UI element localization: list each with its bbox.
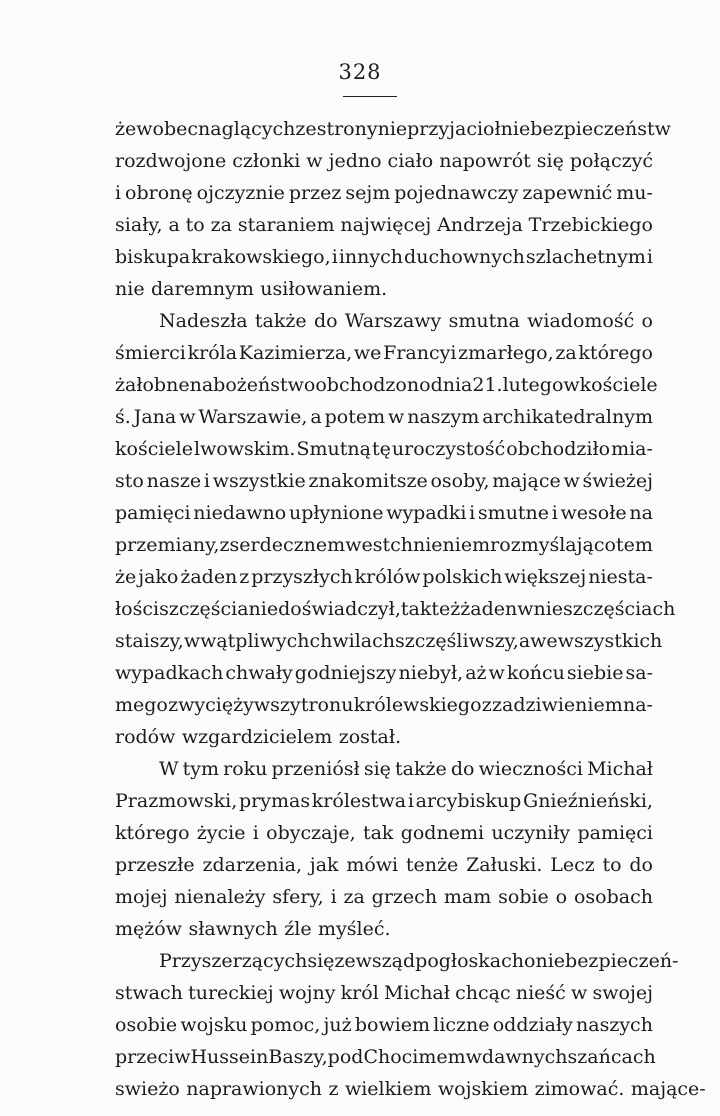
- text-line: wypadkach chwały godniejszy niebył, aż w końcu siebie sa-: [115, 662, 653, 684]
- text-line: mężów sławnych źle myśleć.: [115, 918, 391, 940]
- text-line: i obronę ojczyznie przez sejm pojednawczy zapewnić mu-: [115, 182, 653, 204]
- text-line: ś. Jana w Warszawie, a potem w naszym archikatedralnym: [115, 406, 653, 428]
- text-line: siały, a to za staraniem najwięcej Andrzeja Trzebickiego: [115, 214, 653, 236]
- text-line: śmierci króla Kazimierza, we Francyi zmarłego, za którego: [115, 342, 653, 364]
- text-line: swieżo naprawionych z wielkiem wojskiem zimować. mające-: [115, 1078, 706, 1100]
- text-line: staiszy, w wątpliwych chwilach szczęśliwszy, a we wszystkich: [115, 630, 663, 652]
- text-line: kościele lwowskim. Smutną tę uroczystość obchodziło mia-: [115, 438, 653, 460]
- text-line: którego życie i obyczaje, tak godnemi uczyniły pamięci: [115, 822, 653, 844]
- text-line: sto nasze i wszystkie znakomitsze osoby, mające w świeżej: [115, 470, 653, 492]
- paragraph: [115, 945, 706, 1105]
- text-line: przemiany, z serdecznem westchnieniem rozmyślając o tem: [115, 534, 653, 556]
- text-line: przeciw Hussein Baszy, pod Chocimem w dawnych szańcach: [115, 1046, 656, 1068]
- text-line: żałobne nabożeństwo obchodzono dnia 21. lutego w kościele: [115, 374, 658, 396]
- text-line: łości szczęścia niedoświadczył, tak też żaden w nieszczęściach: [115, 598, 676, 620]
- text-line: przeszłe zdarzenia, jak mówi tenże Załuski. Lecz to do: [115, 854, 653, 876]
- text-line: pamięci niedawno upłynione wypadki i smutne i wesołe na: [115, 502, 653, 524]
- paragraph: [115, 305, 676, 753]
- text-line: biskupa krakowskiego, i innych duchownych szlachetnym i: [115, 246, 653, 268]
- text-line: mojej nienależy sfery, i za grzech mam sobie o osobach: [115, 886, 653, 908]
- text-line: mego zwyciężywszy tronu królewskiego z zadziwieniem na-: [115, 694, 653, 716]
- text-line: rodów wzgardzicielem został.: [115, 726, 402, 748]
- text-line: rozdwojone członki w jedno ciało napowrót się połączyć: [115, 150, 653, 172]
- text-line: osobie wojsku pomoc, już bowiem liczne oddziały naszych: [115, 1014, 653, 1036]
- text-line: Prazmowski, prymas królestwa i arcybiskup Gnieźnieński,: [115, 790, 653, 812]
- text-line: Przy szerzących się zewsząd pogłoskach o niebezpieczeń-: [159, 950, 679, 972]
- text-line: że w obec naglących ze strony nieprzyjacioł niebezpieczeństw: [115, 118, 671, 140]
- page-number-rule: [343, 96, 397, 97]
- text-line: W tym roku przeniósł się także do wieczności Michał: [159, 758, 653, 780]
- paragraph: [115, 113, 671, 305]
- text-line: Nadeszła także do Warszawy smutna wiadomość o: [159, 310, 653, 332]
- text-line: że jako żaden z przyszłych królów polskich większej niesta-: [115, 566, 653, 588]
- text-line: stwach tureckiej wojny król Michał chcąc nieść w swojej: [115, 982, 653, 1004]
- page-number: 328: [338, 60, 382, 84]
- paragraph: [115, 753, 653, 945]
- text-line: nie daremnym usiłowaniem.: [115, 278, 388, 300]
- body-text: [115, 113, 706, 1105]
